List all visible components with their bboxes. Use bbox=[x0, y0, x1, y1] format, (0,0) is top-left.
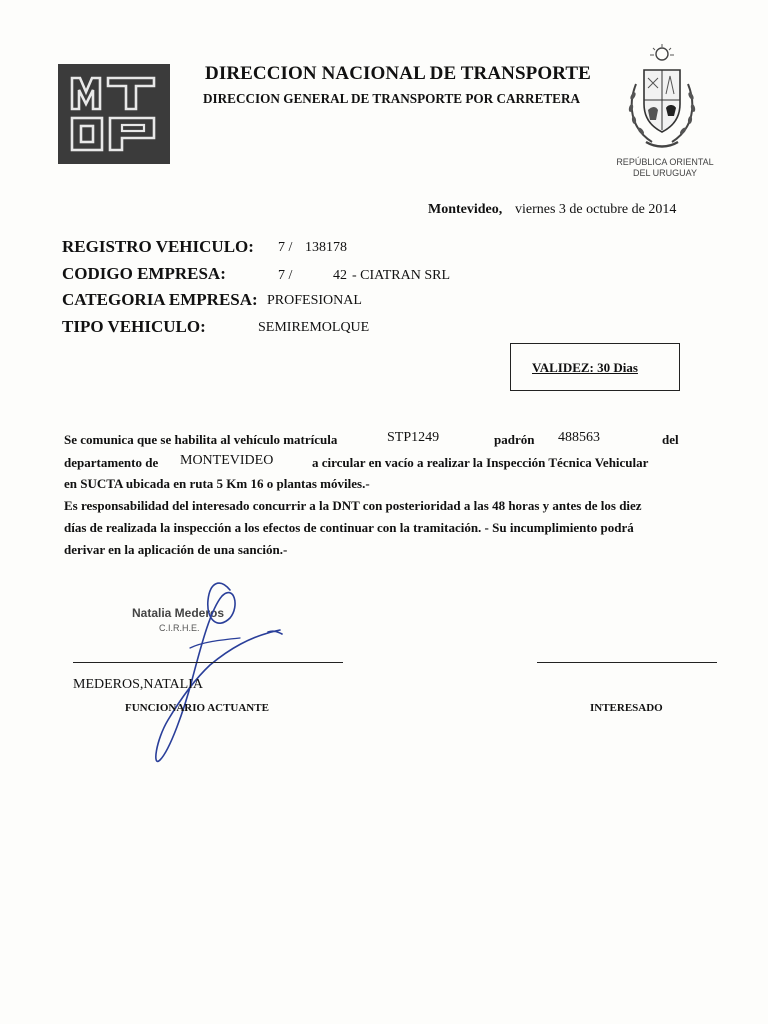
departamento-value: MONTEVIDEO bbox=[180, 453, 274, 468]
categoria-empresa-value: PROFESIONAL bbox=[267, 293, 362, 308]
emblem-caption-line-2: DEL URUGUAY bbox=[632, 168, 697, 178]
official-name: MEDEROS,NATALIA bbox=[73, 677, 203, 692]
codigo-empresa-label: CODIGO EMPRESA: bbox=[62, 264, 226, 283]
body-line-5: días de realizada la inspección a los efectos de continuar con la tramitación. - Su incumplimiento podrá bbox=[64, 520, 634, 535]
page-subtitle: DIRECCION GENERAL DE TRANSPORTE POR CARRETERA bbox=[203, 91, 581, 106]
body-line-4: Es responsabilidad del interesado concurrir a la DNT con posterioridad a las 48 horas y antes de los diez bbox=[64, 498, 642, 513]
body-line-1b: padrón bbox=[494, 432, 535, 447]
matricula-value: STP1249 bbox=[387, 430, 440, 445]
tipo-vehiculo-label: TIPO VEHICULO: bbox=[62, 317, 206, 336]
body-line-2b: a circular en vacío a realizar la Inspección Técnica Vehicular bbox=[312, 455, 649, 470]
body-line-3: en SUCTA ubicada en ruta 5 Km 16 o plantas móviles.- bbox=[64, 476, 370, 491]
registro-prefix: 7 / bbox=[278, 240, 293, 255]
date-label: Montevideo, bbox=[428, 202, 503, 217]
date-value: viernes 3 de octubre de 2014 bbox=[515, 202, 677, 217]
emblem-caption-line-1: REPÚBLICA ORIENTAL bbox=[616, 157, 714, 167]
emblem-caption bbox=[610, 157, 720, 179]
page-title: DIRECCION NACIONAL DE TRANSPORTE bbox=[205, 63, 591, 84]
body-line-1a: Se comunica que se habilita al vehículo matrícula bbox=[64, 432, 338, 447]
stamp-name: Natalia Mederos bbox=[132, 606, 225, 620]
stamp-subtitle: C.I.R.H.E. bbox=[159, 623, 200, 633]
signature-line-interested bbox=[537, 662, 717, 663]
padron-value: 488563 bbox=[558, 430, 600, 445]
codigo-number: 42 bbox=[333, 268, 347, 283]
interested-caption: INTERESADO bbox=[590, 702, 663, 714]
body-line-1c: del bbox=[662, 432, 679, 447]
uruguay-coat-of-arms-icon bbox=[622, 44, 702, 160]
signature-line-official bbox=[73, 662, 343, 663]
body-line-6: derivar en la aplicación de una sanción.- bbox=[64, 542, 288, 557]
tipo-vehiculo-value: SEMIREMOLQUE bbox=[258, 320, 370, 335]
handwritten-signature bbox=[150, 570, 300, 770]
codigo-prefix: 7 / bbox=[278, 268, 293, 283]
mtop-logo bbox=[58, 64, 170, 164]
body-line-2a: departamento de bbox=[64, 455, 159, 470]
categoria-empresa-label: CATEGORIA EMPRESA: bbox=[62, 290, 258, 309]
registro-vehiculo-value: 138178 bbox=[305, 240, 347, 255]
validez-text: VALIDEZ: 30 Dias bbox=[532, 360, 638, 375]
official-caption: FUNCIONARIO ACTUANTE bbox=[125, 702, 269, 714]
codigo-empresa-value: - CIATRAN SRL bbox=[352, 268, 451, 283]
registro-vehiculo-label: REGISTRO VEHICULO: bbox=[62, 237, 254, 256]
